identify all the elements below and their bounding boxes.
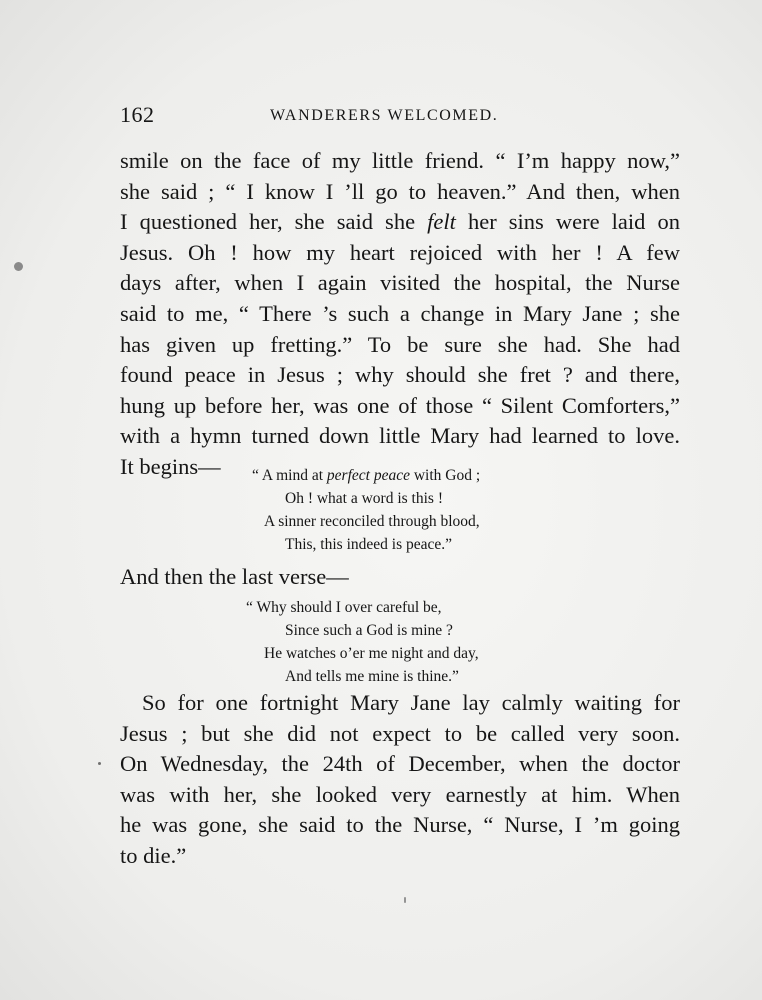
text-line: was with her, she looked very earnestly at him. When bbox=[120, 781, 680, 807]
text-line: hung up before her, was one of those “ Silent Comforters,” bbox=[120, 392, 680, 418]
paragraph-1 bbox=[120, 146, 680, 483]
verse-line: A sinner reconciled through blood, bbox=[264, 513, 480, 530]
emphasis-perfect-peace: perfect peace bbox=[326, 467, 410, 484]
verse-line: “ Why should I over careful be, bbox=[246, 599, 442, 616]
text-line: Jesus. Oh ! how my heart rejoiced with her ! A few bbox=[120, 239, 680, 265]
verse-segment: with God ; bbox=[409, 467, 481, 484]
text-line: has given up fretting.” To be sure she had. She had bbox=[120, 331, 680, 357]
verse-line: Since such a God is mine ? bbox=[285, 622, 453, 639]
paper-speck bbox=[404, 897, 406, 903]
running-head: WANDERERS WELCOMED. bbox=[270, 107, 499, 124]
verse-line: He watches o’er me night and day, bbox=[264, 645, 479, 662]
text-line: she said ; “ I know I ’ll go to heaven.” And then, when bbox=[120, 178, 680, 204]
text-line: Jesus ; but she did not expect to be called very soon. bbox=[120, 720, 680, 746]
text-line: It begins— bbox=[120, 453, 221, 479]
paper-speck bbox=[14, 262, 23, 271]
text-line: found peace in Jesus ; why should she fret ? and there, bbox=[120, 362, 680, 388]
verse-line: This, this indeed is peace.” bbox=[285, 536, 453, 553]
emphasis-felt: felt bbox=[427, 209, 456, 235]
text-line: said to me, “ There ’s such a change in Mary Jane ; she bbox=[120, 300, 680, 326]
text-line: So for one fortnight Mary Jane lay calmly waiting for bbox=[142, 690, 680, 715]
text-line: he was gone, she said to the Nurse, “ Nurse, I ’m going bbox=[120, 812, 680, 838]
verse-line: And tells me mine is thine.” bbox=[285, 668, 459, 685]
text-line: days after, when I again visited the hospital, the Nurse bbox=[120, 270, 680, 296]
paragraph-2 bbox=[120, 688, 680, 872]
text-line: with a hymn turned down little Mary had learned to love. bbox=[120, 423, 680, 449]
text-line: smile on the face of my little friend. “ I’m happy now,” bbox=[120, 148, 680, 173]
bridge-paragraph bbox=[120, 562, 680, 593]
text-line: And then the last verse— bbox=[120, 564, 349, 589]
text-line: to die.” bbox=[120, 842, 187, 868]
text-segment: I questioned her, she said she bbox=[120, 209, 428, 235]
text-segment: her sins were laid on bbox=[455, 209, 680, 235]
verse-segment: “ A mind at bbox=[252, 467, 327, 484]
verse-line: Oh ! what a word is this ! bbox=[285, 490, 443, 507]
paper-speck bbox=[98, 762, 101, 765]
text-line bbox=[120, 207, 680, 238]
verse-line bbox=[252, 465, 480, 488]
page-header bbox=[120, 102, 685, 132]
page-number: 162 bbox=[120, 102, 155, 127]
text-line: On Wednesday, the 24th of December, when the doctor bbox=[120, 751, 680, 777]
